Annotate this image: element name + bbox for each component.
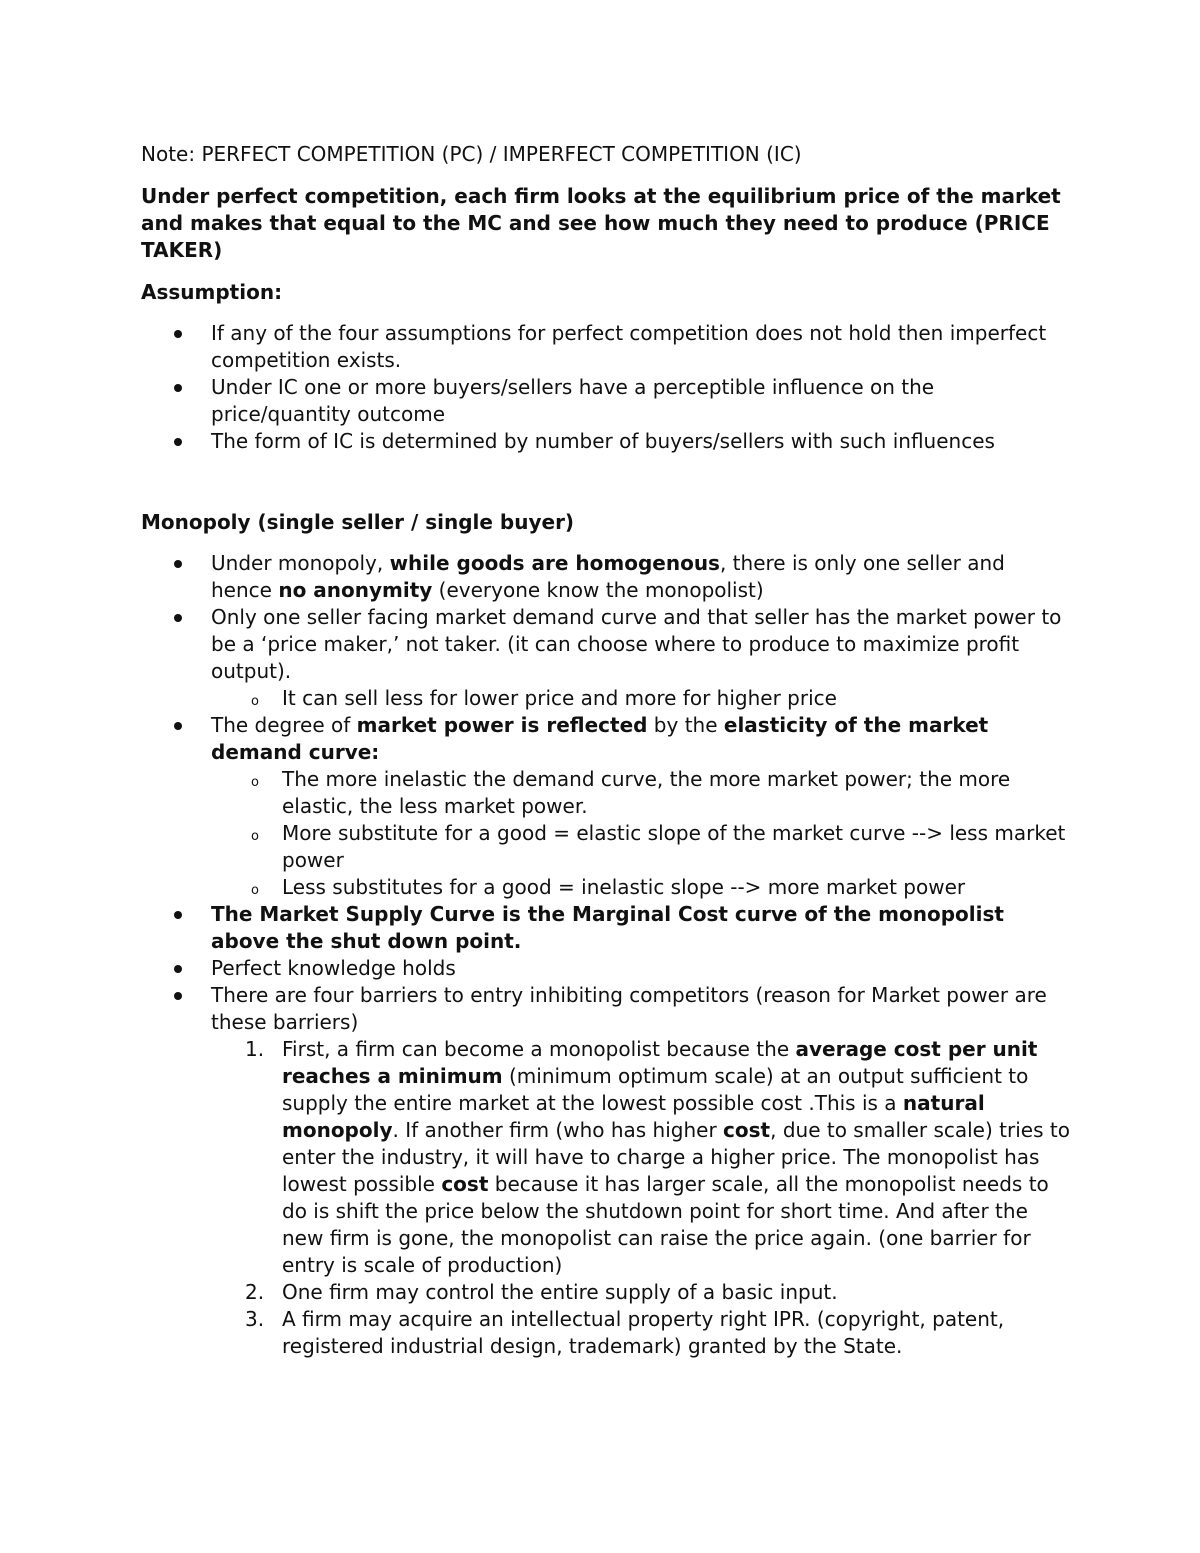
list-item: The form of IC is determined by number of buyers/sellers with such influences (141, 428, 1071, 455)
list-item: The Market Supply Curve is the Marginal Cost curve of the monopolist above the shut down point. (141, 901, 1071, 955)
monopoly-heading: Monopoly (single seller / single buyer) (141, 510, 575, 534)
list-item: The degree of market power is reflected by the elasticity of the market demand curve: o The more inelastic the demand curve, the more market power; the more elastic, the less market power. o More substitute for a good = elastic slope of the market curve --> less market power o Less substitutes for a good = inelastic slope --> more market power (141, 712, 1071, 901)
list-item: Only one seller facing market demand curve and that seller has the market power to be a ‘price maker,’ not taker. (it can choose where to produce to maximize profit output). o It can sell less for lower price and more for higher price (141, 604, 1071, 712)
circle-bullet-icon: o (251, 829, 259, 844)
note-title: Note: PERFECT COMPETITION (PC) / IMPERFECT COMPETITION (IC) (141, 142, 802, 166)
numbered-list (211, 1036, 1071, 1360)
monopoly-list (141, 550, 1071, 1360)
list-item: Perfect knowledge holds (141, 955, 1071, 982)
sub-list-item: o The more inelastic the demand curve, the more market power; the more elastic, the less market power. (251, 767, 1011, 818)
bullet-icon (174, 911, 182, 919)
sub-list (211, 685, 1071, 712)
intro-paragraph: Under perfect competition, each firm looks at the equilibrium price of the market and makes that equal to the MC and see how much they need to produce (PRICE TAKER) (141, 184, 1061, 262)
sub-list (211, 766, 1071, 901)
numbered-item: 1. First, a firm can become a monopolist because the average cost per unit reaches a minimum (minimum optimum scale) at an output sufficient to supply the entire market at the lowest possible cost .This is a natural monopoly. If another firm (who has higher cost, due to smaller scale) tries to enter the industry, it will have to charge a higher price. The monopolist has lowest possible cost because it has larger scale, all the monopolist needs to do is shift the price below the shutdown point for short time. And after the new firm is gone, the monopolist can raise the price again. (one barrier for entry is scale of production) (245, 1037, 1070, 1277)
spacer (141, 455, 1071, 509)
list-item: There are four barriers to entry inhibiting competitors (reason for Market power are these barriers) 1. First, a firm can become a monopolist because the average cost per unit reaches a minimum (minimum optimum scale) at an output sufficient to supply the entire market at the lowest possible cost .This is a natural monopoly. If another firm (who has higher cost, due to smaller scale) tries to enter the industry, it will have to charge a higher price. The monopolist has lowest possible cost because it has larger scale, all the monopolist needs to do is shift the price below the shutdown point for short time. And after the new firm is gone, the monopolist can raise the price again. (one barrier for entry is scale of production) 2. One firm may control the entire supply of a basic input. 3. A firm may acquire an intellectual property right IPR. (copyright, patent, registered industrial design, trademark) granted by the State. (141, 982, 1071, 1360)
sub-list-item: o It can sell less for lower price and more for higher price (141, 685, 1071, 712)
bullet-icon (174, 438, 182, 446)
numbered-item: 3. A firm may acquire an intellectual property right IPR. (copyright, patent, registered industrial design, trademark) granted by the State. (245, 1307, 1005, 1358)
assumption-heading: Assumption: (141, 280, 283, 304)
bullet-icon (174, 560, 182, 568)
numbered-item: 2. One firm may control the entire supply of a basic input. (245, 1280, 838, 1304)
bullet-icon (174, 330, 182, 338)
bullet-icon (174, 384, 182, 392)
list-item: If any of the four assumptions for perfect competition does not hold then imperfect competition exists. (141, 320, 1071, 374)
bullet-icon (174, 965, 182, 973)
bullet-icon (174, 614, 182, 622)
list-item: Under monopoly, while goods are homogenous, there is only one seller and hence no anonymity (everyone know the monopolist) (141, 550, 1071, 604)
circle-bullet-icon: o (251, 694, 259, 709)
bullet-icon (174, 992, 182, 1000)
sub-list-item: o More substitute for a good = elastic slope of the market curve --> less market power (251, 821, 1066, 872)
circle-bullet-icon: o (251, 883, 259, 898)
sub-list-item: o Less substitutes for a good = inelastic slope --> more market power (141, 874, 1071, 901)
list-item: Under IC one or more buyers/sellers have a perceptible influence on the price/quantity outcome (141, 374, 1071, 428)
document-body (141, 141, 1071, 1360)
assumption-list (141, 320, 1071, 455)
bullet-icon (174, 722, 182, 730)
circle-bullet-icon: o (251, 775, 259, 790)
